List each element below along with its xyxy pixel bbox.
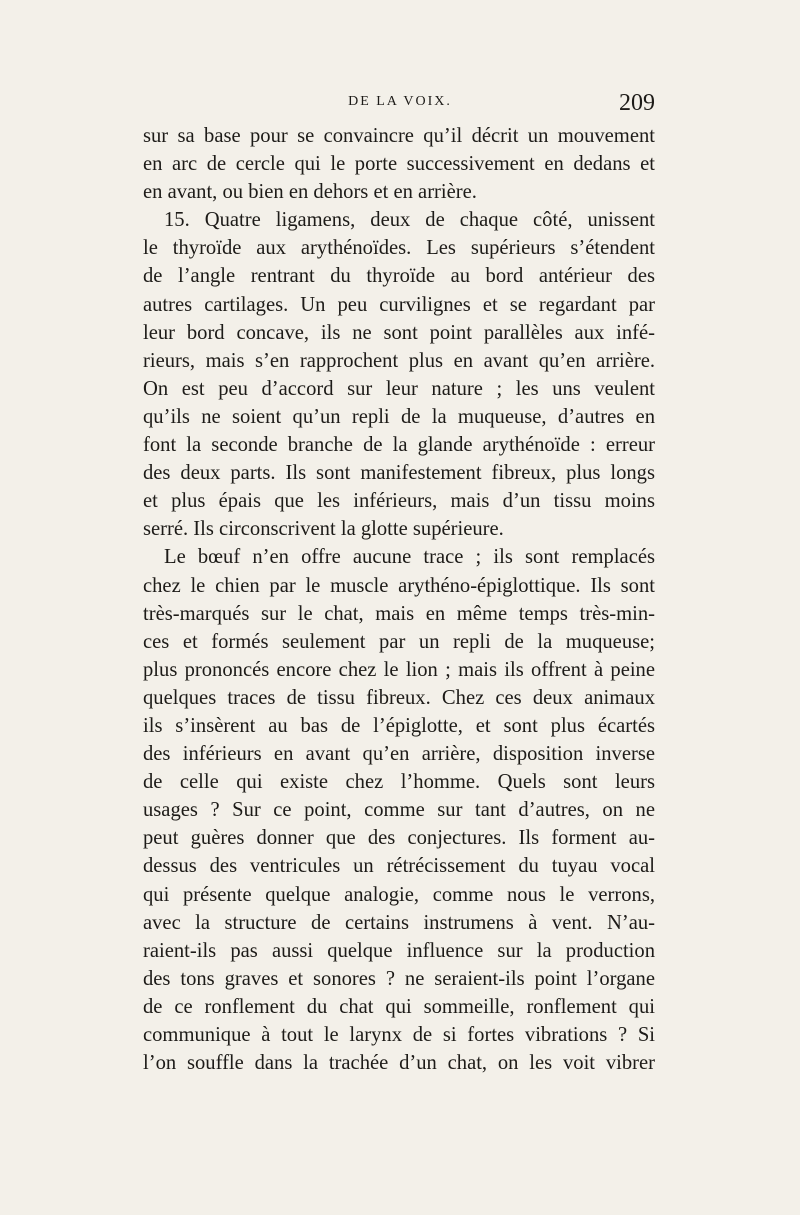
text-line: leur bord concave, ils ne sont point parallèles aux infé- — [143, 321, 655, 344]
text-line: très-marqués sur le chat, mais en même temps très-min- — [143, 602, 655, 625]
text-line: des tons graves et sonores ? ne seraient-ils point l’organe — [143, 967, 655, 990]
text-line: font la seconde branche de la glande arythénoïde : erreur — [143, 434, 655, 457]
text-line: 15. Quatre ligamens, deux de chaque côté, unissent — [164, 209, 655, 232]
text-line: autres cartilages. Un peu curvilignes et se regardant par — [143, 293, 655, 316]
text-line: quelques traces de tissu fibreux. Chez ces deux animaux — [143, 686, 655, 709]
text-line: de l’angle rentrant du thyroïde au bord antérieur des — [143, 265, 655, 288]
paragraph — [143, 122, 655, 206]
page-number: 209 — [619, 90, 655, 116]
text-line: l’on souffle dans la trachée d’un chat, on les voit vibrer — [143, 1052, 655, 1075]
text-line: de ce ronflement du chat qui sommeille, ronflement qui — [143, 995, 655, 1018]
body-text — [143, 122, 655, 1077]
text-line: des inférieurs en avant qu’en arrière, disposition inverse — [143, 743, 655, 766]
text-line: qui présente quelque analogie, comme nous le verrons, — [143, 883, 655, 906]
text-line: ils s’insèrent au bas de l’épiglotte, et sont plus écartés — [143, 714, 655, 737]
text-line: plus prononcés encore chez le lion ; mais ils offrent à peine — [143, 658, 655, 681]
text-line: avec la structure de certains instrumens à vent. N’au- — [143, 911, 655, 934]
text-line: des deux parts. Ils sont manifestement fibreux, plus longs — [143, 462, 655, 485]
text-line: Le bœuf n’en offre aucune trace ; ils sont remplacés — [164, 546, 655, 569]
text-line: serré. Ils circonscrivent la glotte supérieure. — [143, 518, 504, 541]
text-line: et plus épais que les inférieurs, mais d’un tissu moins — [143, 490, 655, 513]
text-line: ces et formés seulement par un repli de la muqueuse; — [143, 630, 655, 653]
text-line: dessus des ventricules un rétrécissement du tuyau vocal — [143, 855, 655, 878]
text-line: On est peu d’accord sur leur nature ; les uns veulent — [143, 377, 655, 400]
running-title: DE LA VOIX. — [348, 94, 452, 109]
text-line: sur sa base pour se convaincre qu’il décrit un mouvement — [143, 125, 655, 147]
text-line: communique à tout le larynx de si fortes vibrations ? Si — [143, 1024, 655, 1046]
paragraph — [143, 543, 655, 1077]
text-line: raient-ils pas aussi quelque influence sur la production — [143, 939, 655, 962]
text-line: le thyroïde aux arythénoïdes. Les supérieurs s’étendent — [143, 237, 655, 260]
text-line: en avant, ou bien en dehors et en arrière. — [143, 181, 477, 204]
page-header — [145, 90, 655, 120]
text-line: en arc de cercle qui le porte successivement en dedans et — [143, 153, 655, 176]
paragraph — [143, 206, 655, 543]
text-line: peut guères donner que des conjectures. Ils forment au- — [143, 827, 655, 850]
text-line: rieurs, mais s’en rapprochent plus en avant qu’en arrière. — [143, 349, 655, 372]
text-line: usages ? Sur ce point, comme sur tant d’autres, on ne — [143, 799, 655, 822]
text-line: chez le chien par le muscle arythéno-épiglottique. Ils sont — [143, 574, 655, 597]
text-line: qu’ils ne soient qu’un repli de la muqueuse, d’autres en — [143, 405, 655, 428]
text-line: de celle qui existe chez l’homme. Quels sont leurs — [143, 771, 655, 794]
